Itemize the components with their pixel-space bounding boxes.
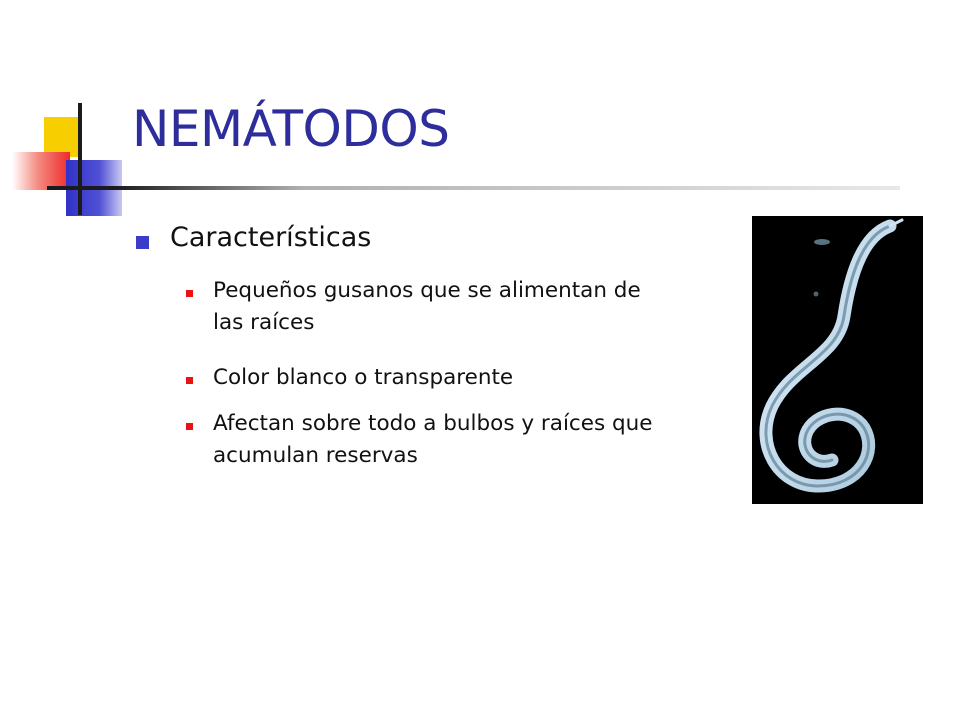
sub-bullet-text: Afectan sobre todo a bulbos y raíces que acumulan reservas: [213, 411, 653, 468]
sub-bullet-text: Pequeños gusanos que se alimentan de las raíces: [213, 278, 641, 335]
sub-bullet-square-icon: [186, 423, 193, 430]
nematode-worm-icon: [752, 216, 923, 504]
title-underline: [47, 186, 900, 190]
logo-red-square: [12, 152, 70, 190]
sub-bullet-square-icon: [186, 377, 193, 384]
logo-vertical-line: [78, 103, 82, 215]
slide-title: NEMÁTODOS: [132, 100, 450, 158]
logo-yellow-square: [44, 117, 82, 157]
bullet-square-icon: [136, 236, 149, 249]
sub-bullet-square-icon: [186, 290, 193, 297]
bullet-main-text: Características: [170, 222, 372, 253]
sub-bullet-text: Color blanco o transparente: [213, 365, 514, 390]
nematode-photo: [752, 216, 923, 504]
